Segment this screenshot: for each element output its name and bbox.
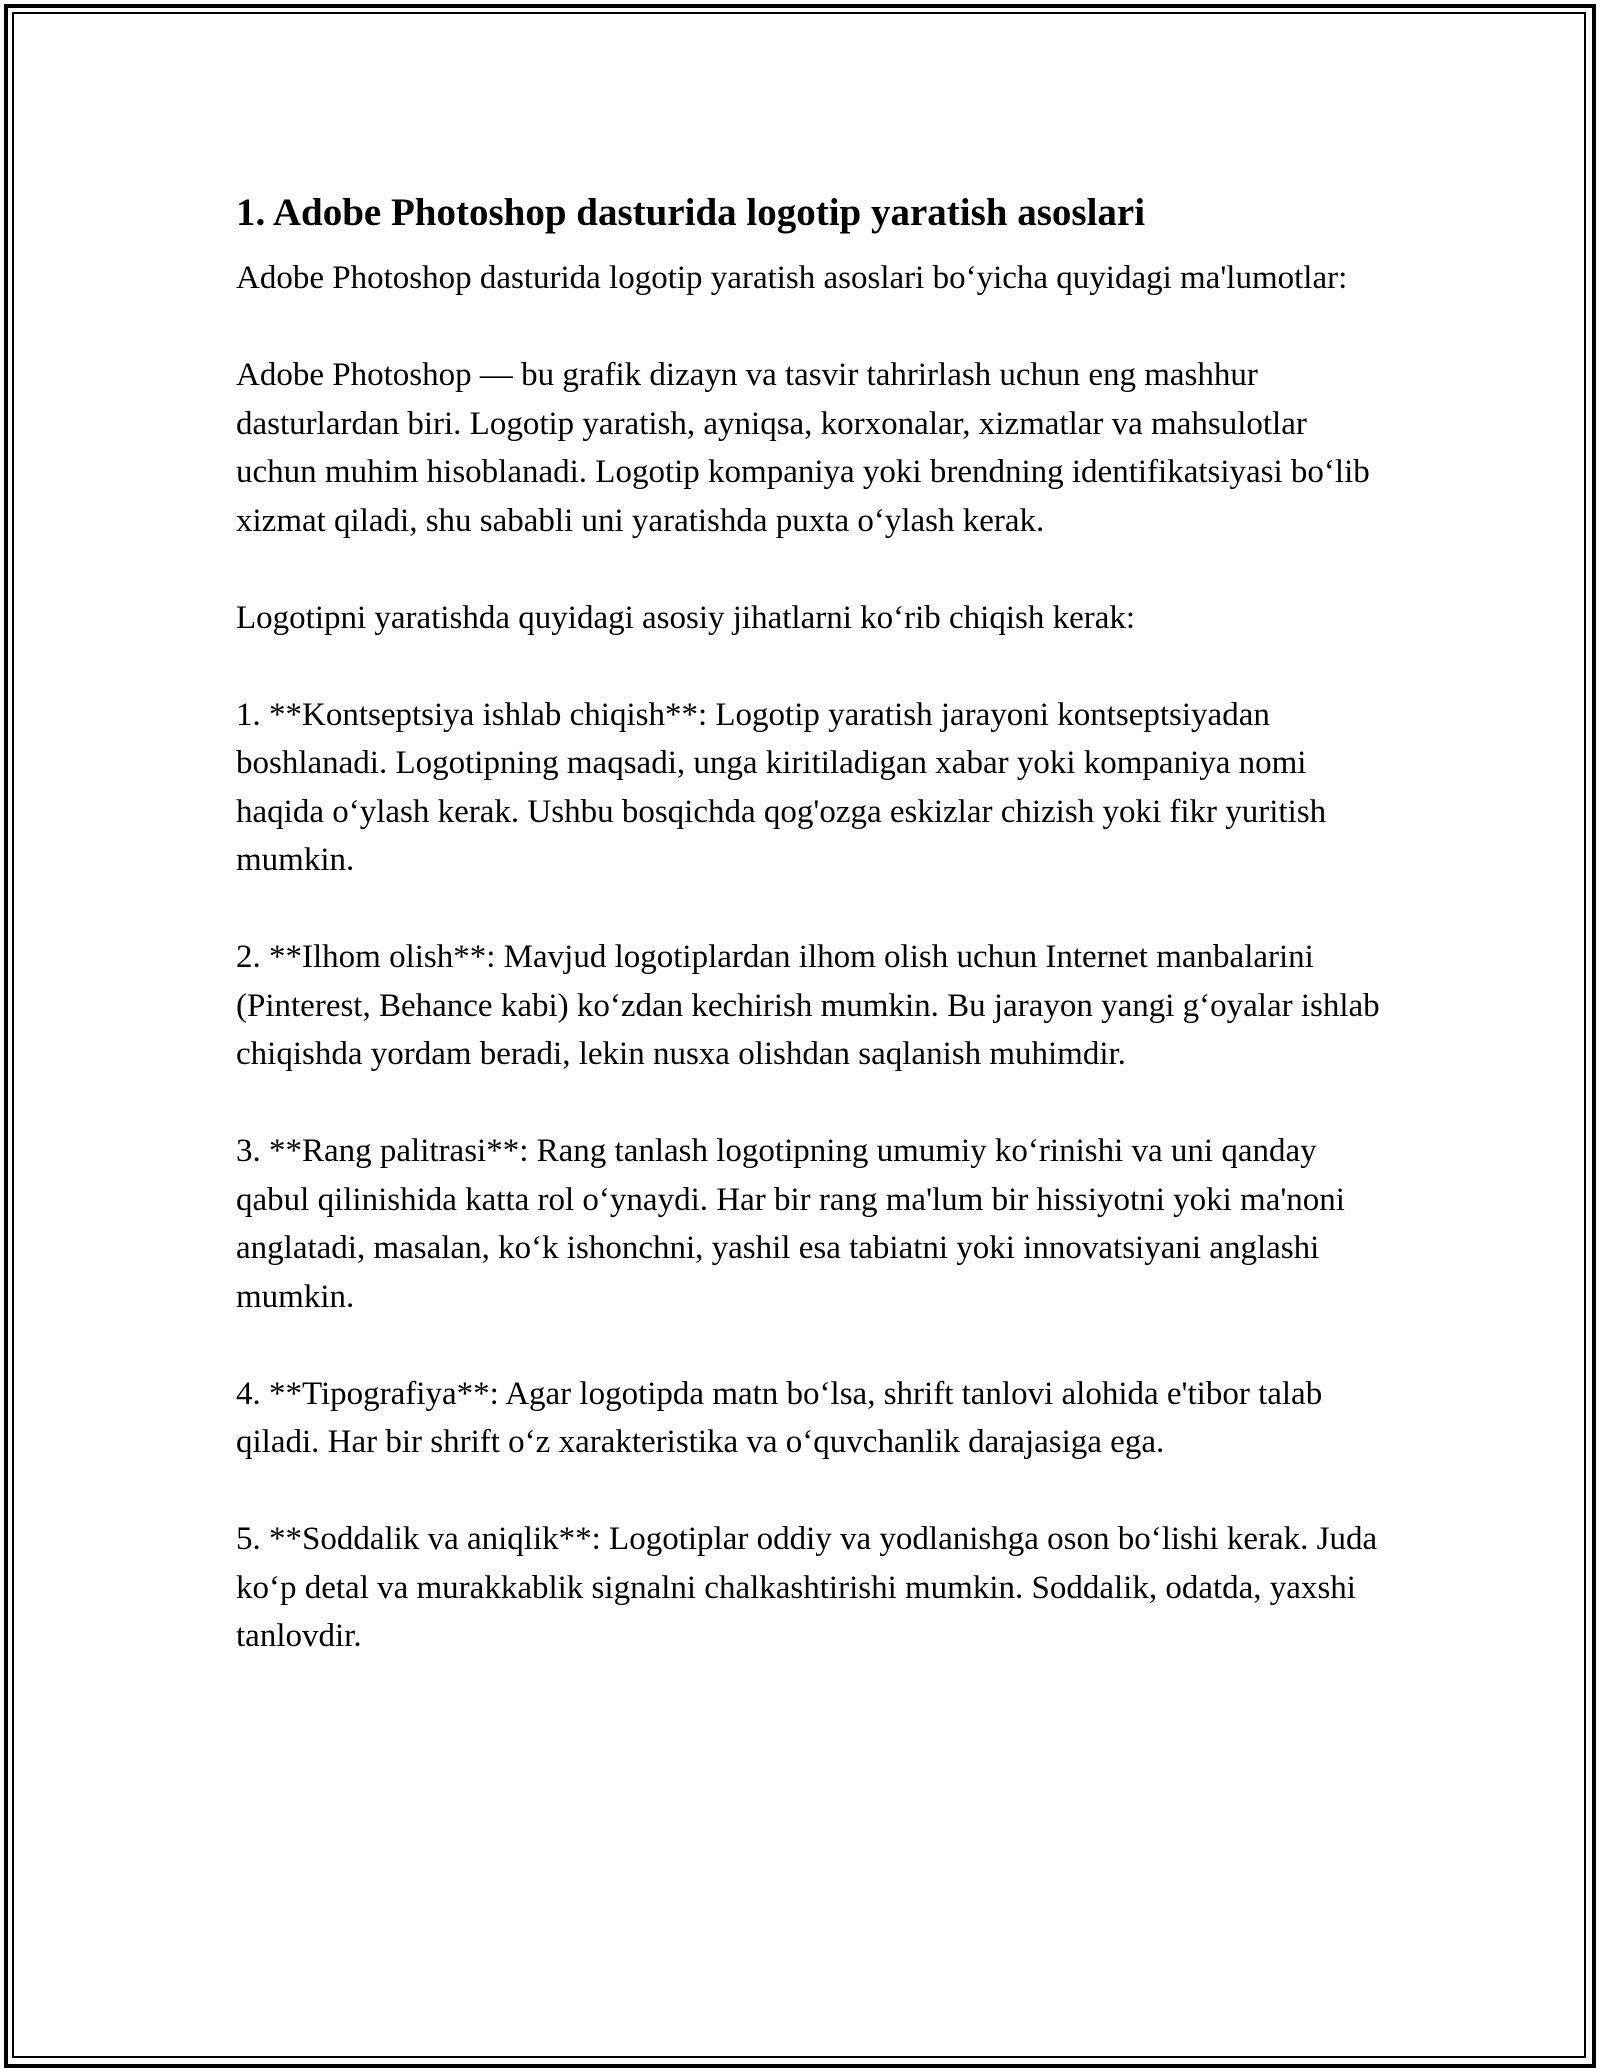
aspects-intro-paragraph: Logotipni yaratishda quyidagi asosiy jihatlarni koʻrib chiqish kerak: [236,599,1136,636]
document-body [236,186,1386,1709]
photoshop-description-paragraph: Adobe Photoshop — bu grafik dizayn va tasvir tahrirlash uchun eng mashhur dasturlardan biri. Logotip yaratish, ayniqsa, korxonalar, xizmatlar va mahsulotlar uchun muhim hisoblanadi. Logotip kompaniya yoki brendning identifikatsiyasi boʻlib xizmat qiladi, shu sababli uni yaratishda puxta oʻylash kerak. [236,357,1370,539]
list-item-concept: 1. **Kontseptsiya ishlab chiqish**: Logotip yaratish jarayoni kontseptsiyadan boshlanadi. Logotipning maqsadi, unga kiritiladigan xabar yoki kompaniya nomi haqida oʻylash kerak. Ushbu bosqichda qog'ozga eskizlar chizish yoki fikr yuritish mumkin. [236,696,1327,878]
list-item-inspiration: 2. **Ilhom olish**: Mavjud logotiplardan ilhom olish uchun Internet manbalarini (Pinterest, Behance kabi) koʻzdan kechirish mumkin. Bu jarayon yangi gʻoyalar ishlab chiqishda yordam beradi, lekin nusxa olishdan saqlanish muhimdir. [236,939,1380,1072]
document-title: 1. Adobe Photoshop dasturida logotip yaratish asoslari [236,191,1146,234]
intro-paragraph: Adobe Photoshop dasturida logotip yaratish asoslari boʻyicha quyidagi ma'lumotlar: [236,260,1348,296]
list-item-typography: 4. **Tipografiya**: Agar logotipda matn boʻlsa, shrift tanlovi alohida e'tibor talab qiladi. Har bir shrift oʻz xarakteristika va oʻquvchanlik darajasiga ega. [236,1375,1323,1460]
list-item-color-palette: 3. **Rang palitrasi**: Rang tanlash logotipning umumiy koʻrinishi va uni qanday qabul qilinishida katta rol oʻynaydi. Har bir rang ma'lum bir hissiyotni yoki ma'noni anglatadi, masalan, koʻk ishonchni, yashil esa tabiatni yoki innovatsiyani anglashi mumkin. [236,1133,1345,1315]
list-item-simplicity: 5. **Soddalik va aniqlik**: Logotiplar oddiy va yodlanishga oson boʻlishi kerak. Juda koʻp detal va murakkablik signalni chalkashtirishi mumkin. Soddalik, odatda, yaxshi tanlovdir. [236,1521,1378,1654]
